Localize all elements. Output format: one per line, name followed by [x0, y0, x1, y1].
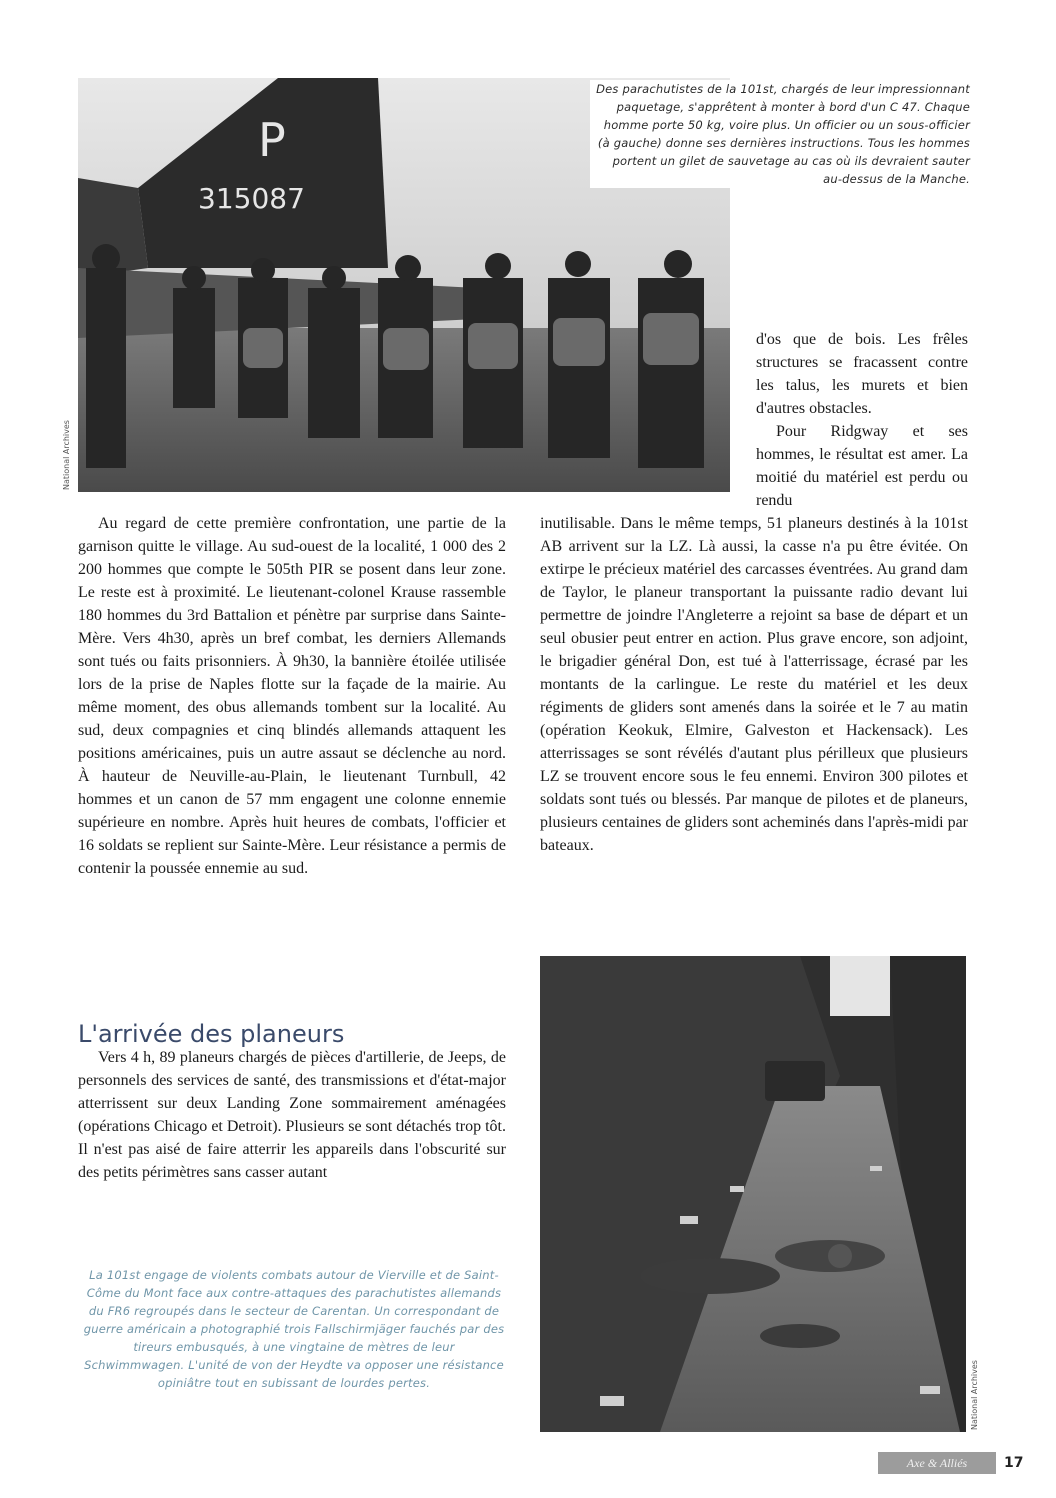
photo-credit-top: National Archives — [62, 420, 71, 490]
narrow-text-column — [756, 328, 968, 512]
photo-caption-bottom: La 101st engage de violents combats autour de Vierville et de Saint-Côme du Mont face aux contre-attaques des parachutistes allemands du FR6 regroupés dans le secteur de Carentan. Un correspondant de guerre américain a photographié trois Fallschirmjäger fauchés par des tireurs embusqués, à une vingtaine de mètres de leur Schwimmwagen. L'unité de von der Heydte va opposer une résistance opiniâtre tout en subissant de lourdes pertes. — [83, 1268, 505, 1390]
fallen-soldiers-photo-art — [540, 956, 966, 1432]
left-paragraph-1: Au regard de cette première confrontation, une partie de la garnison quitte le village. Au sud-ouest de la localité, 1 000 des 2 200 hommes que compte le 505th PIR se posent dans leur zone. Le reste est à proximité. Le lieutenant-colonel Krause rassemble 180 hommes du 3rd Battalion et pénètre par surprise dans Sainte-Mère. Vers 4h30, après un bref combat, les derniers Allemands sont tués ou faits prisonniers. À 9h30, la bannière étoilée utilisée lors de la prise de Naples flotte sur la façade de la mairie. Au même moment, des obus allemands tombent sur la localité. Au sud, deux compagnies et cinq blindés allemands attaquent les positions américaines, puis un autre assaut se déclenche au nord. À hauteur de Neuville-au-Plain, le lieutenant Turnbull, 42 hommes et un canon de 57 mm engagent une colonne ennemie supérieure en nombre. Après huit heures de combats, l'officier et 16 soldats se replient sur Sainte-Mère. Leur résistance a permis de contenir la poussée ennemie au sud. — [78, 515, 506, 877]
narrow-paragraph-2: Pour Ridgway et ses hommes, le résultat est amer. La moitié du matériel est perdu ou rendu — [756, 423, 968, 509]
left-text-column-2 — [78, 1046, 506, 1184]
left-text-column — [78, 512, 506, 880]
magazine-badge: Axe & Alliés — [878, 1452, 996, 1474]
tail-number: 315087 — [198, 182, 305, 215]
photo-credit-bottom: National Archives — [970, 1360, 979, 1430]
section-heading: L'arrivée des planeurs — [78, 1019, 345, 1048]
tail-letter: P — [258, 113, 286, 167]
narrow-paragraph-1: d'os que de bois. Les frêles structures se fracassent contre les talus, les murets et bien d'autres obstacles. — [756, 331, 968, 417]
right-text-column — [540, 512, 968, 857]
page-number: 17 — [1004, 1455, 1024, 1471]
left-paragraph-2: Vers 4 h, 89 planeurs chargés de pièces d'artillerie, de Jeeps, de personnels des services de santé, des transmissions et d'état-major atterrissent sur deux Landing Zone sommairement aménagées (opérations Chicago et Detroit). Plusieurs se sont détachés trop tôt. Il n'est pas aisé de faire atterrir les appareils dans l'obscurité sur des petits périmètres sans casser autant — [78, 1049, 506, 1181]
fallen-soldiers-photo — [540, 956, 966, 1432]
photo-caption-top: Des parachutistes de la 101st, chargés de leur impressionnant paquetage, s'apprêtent à monter à bord d'un C 47. Chaque homme porte 50 kg, voire plus. Un officier ou un sous-officier (à gauche) donne ses dernières instructions. Tous les hommes portent un gilet de sauvetage au cas où ils devraient sauter au-dessus de la Manche. — [590, 80, 970, 188]
right-paragraph-1: inutilisable. Dans le même temps, 51 planeurs destinés à la 101st AB arrivent sur la LZ. Là aussi, la casse n'a pu être évitée. On extirpe le précieux matériel des carcasses éventrées. Au grand dam de Taylor, le planeur transportant la puissante radio devant lui permettre de joindre l'Angleterre a rejoint sa base de départ et un seul obusier peut entrer en action. Plus grave encore, son adjoint, le brigadier général Don, est tué à l'atterrissage, écrasé par les montants de la carlingue. Le reste du matériel et les deux régiments de gliders sont amenés dans la soirée et le 7 au matin (opération Keokuk, Elmire, Galveston et Hackensack). Les atterrissages se sont révélés d'autant plus périlleux que plusieurs LZ se trouvent encore sous le feu ennemi. Environ 300 pilotes et soldats sont tués ou blessés. Par manque de pilotes et de planeurs, plusieurs centaines de gliders sont acheminés dans l'après-midi par bateaux. — [540, 515, 968, 854]
